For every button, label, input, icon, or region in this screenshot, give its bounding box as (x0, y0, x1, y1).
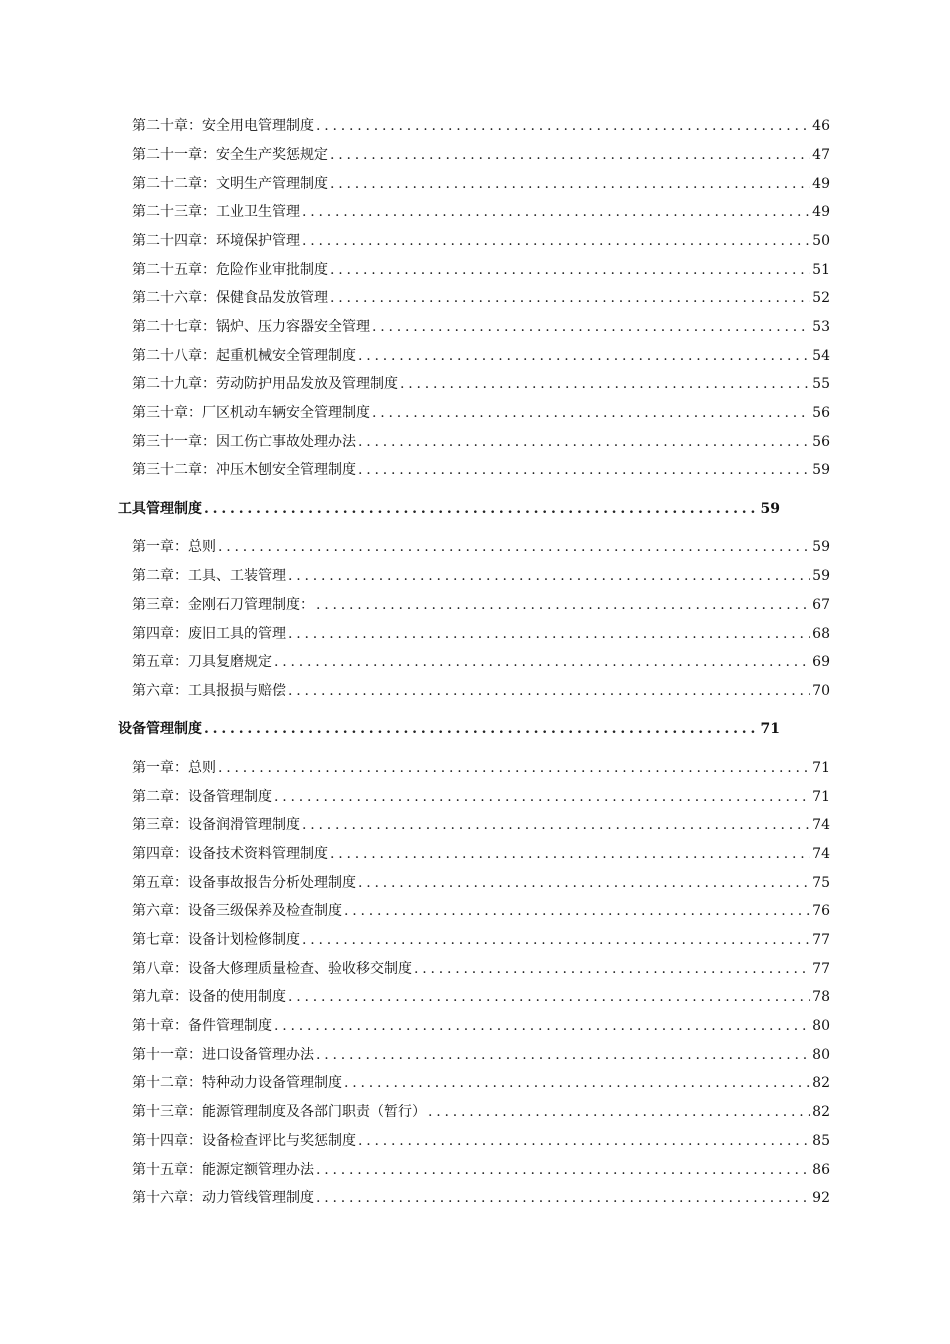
toc-section-page: 59 (760, 501, 780, 517)
toc-dot-leader (358, 874, 810, 892)
toc-entry[interactable] (132, 759, 830, 777)
toc-entry-page: 80 (812, 1018, 830, 1034)
toc-entry[interactable] (132, 433, 830, 451)
toc-entry[interactable] (132, 375, 830, 393)
toc-entry-title: 第二章：设备管理制度 (132, 789, 272, 805)
toc-dot-leader (316, 117, 810, 135)
toc-entry-title: 第六章：设备三级保养及检查制度 (132, 903, 342, 919)
toc-entry-title: 第二十八章：起重机械安全管理制度 (132, 348, 356, 364)
toc-entry[interactable] (132, 931, 830, 949)
toc-entry-page: 47 (812, 147, 830, 163)
toc-entry-title: 第三十一章：因工伤亡事故处理办法 (132, 434, 356, 450)
toc-entry[interactable] (132, 461, 830, 479)
toc-entry-page: 46 (812, 118, 830, 134)
toc-section-page: 71 (760, 721, 780, 737)
toc-entry-title: 第二十七章：锅炉、压力容器安全管理 (132, 319, 370, 335)
toc-entry-page: 85 (812, 1133, 830, 1149)
toc-dot-leader (288, 682, 810, 700)
toc-dot-leader (358, 461, 810, 479)
toc-entry[interactable] (132, 653, 830, 671)
toc-entry[interactable] (132, 146, 830, 164)
toc-entry-title: 第四章：废旧工具的管理 (132, 626, 286, 642)
toc-entry-page: 78 (812, 989, 830, 1005)
toc-entry-page: 68 (812, 626, 830, 642)
toc-entry[interactable] (132, 232, 830, 250)
toc-entry-page: 59 (812, 462, 830, 478)
toc-dot-leader (302, 931, 810, 949)
toc-entry[interactable] (132, 538, 830, 556)
toc-dot-leader (302, 232, 810, 250)
toc-entry-title: 第七章：设备计划检修制度 (132, 932, 300, 948)
toc-entry-title: 第十四章：设备检查评比与奖惩制度 (132, 1133, 356, 1149)
toc-entry-page: 59 (812, 568, 830, 584)
toc-entry[interactable] (132, 902, 830, 920)
toc-entry-title: 第二十章：安全用电管理制度 (132, 118, 314, 134)
toc-entry-page: 71 (812, 760, 830, 776)
toc-entry[interactable] (132, 596, 830, 614)
toc-dot-leader (274, 788, 810, 806)
toc-entry-title: 第二十五章：危险作业审批制度 (132, 262, 328, 278)
toc-entry-title: 第五章：设备事故报告分析处理制度 (132, 875, 356, 891)
toc-entry-page: 56 (812, 405, 830, 421)
toc-entry[interactable] (132, 1189, 830, 1207)
toc-entry[interactable] (132, 845, 830, 863)
toc-entry[interactable] (132, 625, 830, 643)
toc-entry-title: 第十二章：特种动力设备管理制度 (132, 1075, 342, 1091)
toc-entry-title: 第二十二章：文明生产管理制度 (132, 176, 328, 192)
toc-entry[interactable] (132, 117, 830, 135)
toc-entry-title: 第二十九章：劳动防护用品发放及管理制度 (132, 376, 398, 392)
toc-entry-page: 77 (812, 932, 830, 948)
toc-entry-page: 77 (812, 961, 830, 977)
toc-entry[interactable] (132, 874, 830, 892)
toc-entry-title: 第三章：金刚石刀管理制度： (132, 597, 314, 613)
toc-entry-page: 55 (812, 376, 830, 392)
toc-entry[interactable] (132, 203, 830, 221)
toc-dot-leader (218, 538, 810, 556)
toc-entry[interactable] (132, 1103, 830, 1121)
toc-entry[interactable] (132, 960, 830, 978)
toc-entry-page: 76 (812, 903, 830, 919)
toc-entry-title: 第四章：设备技术资料管理制度 (132, 846, 328, 862)
toc-entry-page: 82 (812, 1104, 830, 1120)
toc-dot-leader (218, 759, 810, 777)
toc-entry[interactable] (132, 289, 830, 307)
toc-dot-leader (400, 375, 810, 393)
toc-entry-title: 第一章：总则 (132, 539, 216, 555)
toc-section-title: 工具管理制度 (118, 501, 202, 517)
toc-entry-page: 49 (812, 204, 830, 220)
toc-entry-title: 第十三章：能源管理制度及各部门职责（暂行） (132, 1104, 426, 1120)
toc-entry[interactable] (132, 1046, 830, 1064)
toc-entry-page: 74 (812, 817, 830, 833)
toc-entry-title: 第九章：设备的使用制度 (132, 989, 286, 1005)
toc-entry-title: 第十一章：进口设备管理办法 (132, 1047, 314, 1063)
toc-dot-leader (288, 625, 810, 643)
toc-entry[interactable] (132, 175, 830, 193)
toc-entry[interactable] (132, 1161, 830, 1179)
toc-entry-page: 52 (812, 290, 830, 306)
toc-dot-leader (358, 1132, 810, 1150)
toc-entry-page: 67 (812, 597, 830, 613)
toc-entry-page: 69 (812, 654, 830, 670)
toc-dot-leader (288, 988, 810, 1006)
toc-entry-page: 86 (812, 1162, 830, 1178)
toc-entry-title: 第八章：设备大修理质量检查、验收移交制度 (132, 961, 412, 977)
toc-dot-leader (372, 404, 810, 422)
toc-dot-leader (428, 1103, 810, 1121)
toc-entry[interactable] (132, 1017, 830, 1035)
toc-dot-leader (274, 653, 810, 671)
toc-section-title: 设备管理制度 (118, 721, 202, 737)
toc-entry[interactable] (132, 261, 830, 279)
toc-dot-leader (330, 289, 810, 307)
toc-dot-leader (414, 960, 810, 978)
toc-entry[interactable] (132, 682, 830, 700)
toc-dot-leader (330, 845, 810, 863)
toc-entry-title: 第二十一章：安全生产奖惩规定 (132, 147, 328, 163)
toc-entry-page: 56 (812, 434, 830, 450)
toc-entry-title: 第五章：刀具复磨规定 (132, 654, 272, 670)
toc-entry-page: 75 (812, 875, 830, 891)
toc-dot-leader (302, 203, 810, 221)
toc-entry[interactable] (132, 318, 830, 336)
toc-entry[interactable] (132, 347, 830, 365)
toc-entry-title: 第三十章：厂区机动车辆安全管理制度 (132, 405, 370, 421)
toc-dot-leader (274, 1017, 810, 1035)
toc-dot-leader (316, 596, 810, 614)
toc-entry[interactable] (132, 788, 830, 806)
toc-entry-page: 92 (812, 1190, 830, 1206)
toc-dot-leader (372, 318, 810, 336)
toc-dot-leader (316, 1189, 810, 1207)
toc-entry-page: 49 (812, 176, 830, 192)
toc-entry-page: 80 (812, 1047, 830, 1063)
toc-dot-leader (316, 1046, 810, 1064)
toc-entry-page: 70 (812, 683, 830, 699)
toc-dot-leader (344, 902, 810, 920)
toc-dot-leader (330, 146, 810, 164)
toc-section-equipment[interactable] (118, 720, 780, 738)
toc-entry-title: 第二十三章：工业卫生管理 (132, 204, 300, 220)
toc-entry-page: 51 (812, 262, 830, 278)
toc-entry[interactable] (132, 816, 830, 834)
toc-entry[interactable] (132, 404, 830, 422)
toc-entry-page: 59 (812, 539, 830, 555)
toc-entry-title: 第十六章：动力管线管理制度 (132, 1190, 314, 1206)
toc-dot-leader (288, 567, 810, 585)
toc-entry-title: 第二章：工具、工装管理 (132, 568, 286, 584)
toc-dot-leader (302, 816, 810, 834)
toc-entry-page: 50 (812, 233, 830, 249)
toc-entry-title: 第一章：总则 (132, 760, 216, 776)
toc-entry-title: 第三章：设备润滑管理制度 (132, 817, 300, 833)
toc-entry[interactable] (132, 1074, 830, 1092)
toc-entry-title: 第十章：备件管理制度 (132, 1018, 272, 1034)
toc-entry[interactable] (132, 567, 830, 585)
toc-entry-title: 第三十二章：冲压木刨安全管理制度 (132, 462, 356, 478)
toc-dot-leader (330, 175, 810, 193)
toc-entry-page: 53 (812, 319, 830, 335)
toc-entry-page: 71 (812, 789, 830, 805)
toc-section-tools[interactable] (118, 500, 780, 518)
toc-dot-leader (330, 261, 810, 279)
toc-entry-title: 第二十四章：环境保护管理 (132, 233, 300, 249)
toc-dot-leader (316, 1161, 810, 1179)
toc-dot-leader (204, 720, 759, 738)
toc-entry[interactable] (132, 988, 830, 1006)
toc-entry-title: 第十五章：能源定额管理办法 (132, 1162, 314, 1178)
toc-dot-leader (358, 347, 810, 365)
toc-dot-leader (344, 1074, 810, 1092)
toc-entry-page: 82 (812, 1075, 830, 1091)
toc-entry-title: 第六章：工具报损与赔偿 (132, 683, 286, 699)
toc-entry[interactable] (132, 1132, 830, 1150)
toc-entry-page: 54 (812, 348, 830, 364)
toc-dot-leader (204, 500, 759, 518)
toc-dot-leader (358, 433, 810, 451)
toc-entry-title: 第二十六章：保健食品发放管理 (132, 290, 328, 306)
toc-entry-page: 74 (812, 846, 830, 862)
